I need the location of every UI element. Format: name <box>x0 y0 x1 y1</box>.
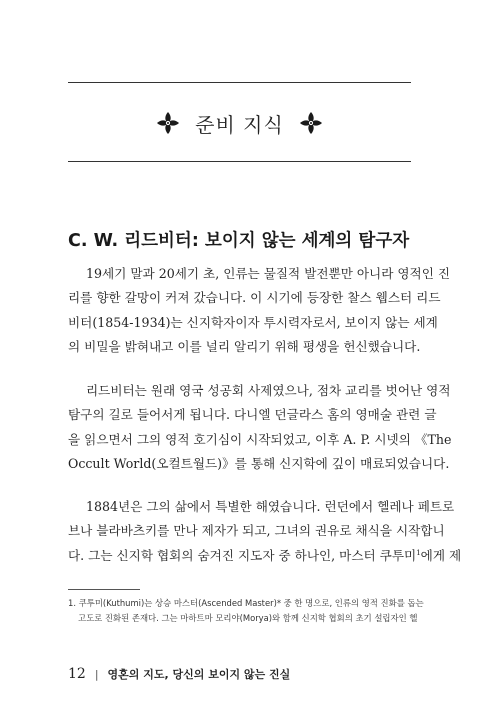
paragraph-line: 브나 블라바츠키를 만나 제자가 되고, 그녀의 권유로 채식을 시작합니 <box>68 523 445 539</box>
paragraph-line-text: 다. 그는 신지학 협회의 숨겨진 지도자 중 하나인, 마스터 쿠투미 <box>68 547 417 563</box>
paragraph-2 <box>68 379 452 477</box>
paragraph-line: 1884년은 그의 삶에서 특별한 해였습니다. 런던에서 헬레나 페트로 <box>86 499 455 514</box>
paragraph-line <box>68 544 462 568</box>
footnote-divider <box>68 589 140 590</box>
paragraph-line: Occult World(오컬트월드)》를 통해 신지학에 깊이 매료되었습니다. <box>68 456 450 472</box>
paragraph-3 <box>68 495 462 568</box>
footer-separator: | <box>94 667 99 681</box>
footnote-marker[interactable]: 1 <box>416 548 421 557</box>
paragraph-line: 리를 향한 갈망이 커져 갔습니다. 이 시기에 등장한 찰스 웹스터 리드 <box>68 290 441 306</box>
paragraph-line: 비터(1854-1934)는 신지학자이자 투시력자로서, 보이지 않는 세계 <box>68 314 438 330</box>
paragraph-line-text: 에게 제 <box>420 547 462 563</box>
page-number: 12 <box>68 666 86 682</box>
paragraph-line: 탐구의 길로 들어서게 됩니다. 다니엘 던글라스 홈의 영매술 관련 글 <box>68 407 437 423</box>
paragraph-line: 의 비밀을 밝혀내고 이를 널리 알리기 위해 평생을 헌신했습니다. <box>68 339 421 355</box>
chapter-header <box>68 95 411 151</box>
page-footer <box>68 664 290 684</box>
footnote-line: 1. 쿠투미(Kuthumi)는 상승 마스터(Ascended Master)* 중 한 명으로, 인류의 영적 진화를 돕는 <box>68 598 424 608</box>
footnote <box>68 596 424 626</box>
fleur-de-lis-icon-left <box>155 110 181 136</box>
chapter-title: 준비 지식 <box>195 112 284 137</box>
section-title: C. W. 리드비터: 보이지 않는 세계의 탐구자 <box>68 231 410 251</box>
fleur-de-lis-icon-right <box>298 110 324 136</box>
paragraph-line: 을 읽으면서 그의 영적 호기심이 시작되었고, 이후 A. P. 시넷의 《The <box>68 431 452 447</box>
header-rule-top <box>68 82 411 83</box>
paragraph-line: 리드비터는 원래 영국 성공회 사제였으나, 점차 교리를 벗어난 영적 <box>86 383 451 398</box>
paragraph-1 <box>68 262 451 360</box>
book-title: 영혼의 지도, 당신의 보이지 않는 진실 <box>107 668 291 681</box>
header-rule-bottom <box>68 161 411 162</box>
footnote-line: 고도로 진화된 존재다. 그는 마하트마 모리야(Morya)와 함께 신지학 협회의 초기 설립자인 헬 <box>78 613 418 623</box>
paragraph-line: 19세기 말과 20세기 초, 인류는 물질적 발전뿐만 아니라 영적인 진 <box>86 266 451 281</box>
